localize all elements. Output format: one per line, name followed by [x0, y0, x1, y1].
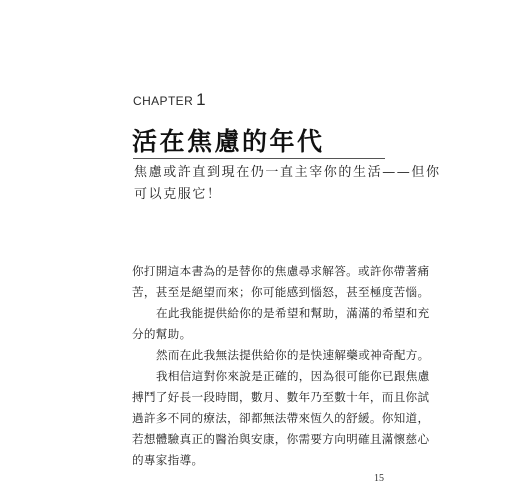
- chapter-word: CHAPTER: [133, 94, 194, 108]
- subtitle-line: 焦慮或許直到現在仍一直主宰你的生活——但你: [134, 165, 441, 180]
- page-number: 15: [374, 473, 384, 484]
- paragraph-line: 搏鬥了好長一段時間，數月、數年乃至數十年，而且你試: [132, 390, 430, 404]
- body-text: [132, 261, 430, 471]
- title-divider: [133, 158, 385, 159]
- paragraph-line: 你打開這本書為的是替你的焦慮尋求解答。或許你帶著痛: [132, 264, 430, 278]
- chapter-number: 1: [196, 90, 206, 109]
- paragraph-line: 的專家指導。: [132, 453, 204, 467]
- paragraph-line: 過許多不同的療法，卻都無法帶來恆久的舒緩。你知道，: [132, 411, 430, 425]
- paragraph-line: 分的幫助。: [132, 327, 192, 341]
- paragraph-line: 若想體驗真正的醫治與安康，你需要方向明確且滿懷慈心: [132, 432, 430, 446]
- chapter-title: 活在焦慮的年代: [132, 127, 325, 156]
- paragraph-line: 我相信這對你來說是正確的，因為很可能你已跟焦慮: [156, 369, 430, 383]
- paragraph-line: 苦，甚至是絕望而來；你可能感到惱怒，甚至極度苦惱。: [132, 285, 430, 299]
- paragraph-line: 然而在此我無法提供給你的是快速解藥或神奇配方。: [156, 348, 430, 362]
- chapter-label: [133, 90, 206, 110]
- subtitle-line: 可以克服它！: [134, 187, 222, 202]
- paragraph-line: 在此我能提供給你的是希望和幫助，滿滿的希望和充: [156, 306, 430, 320]
- chapter-subtitle: [134, 162, 441, 206]
